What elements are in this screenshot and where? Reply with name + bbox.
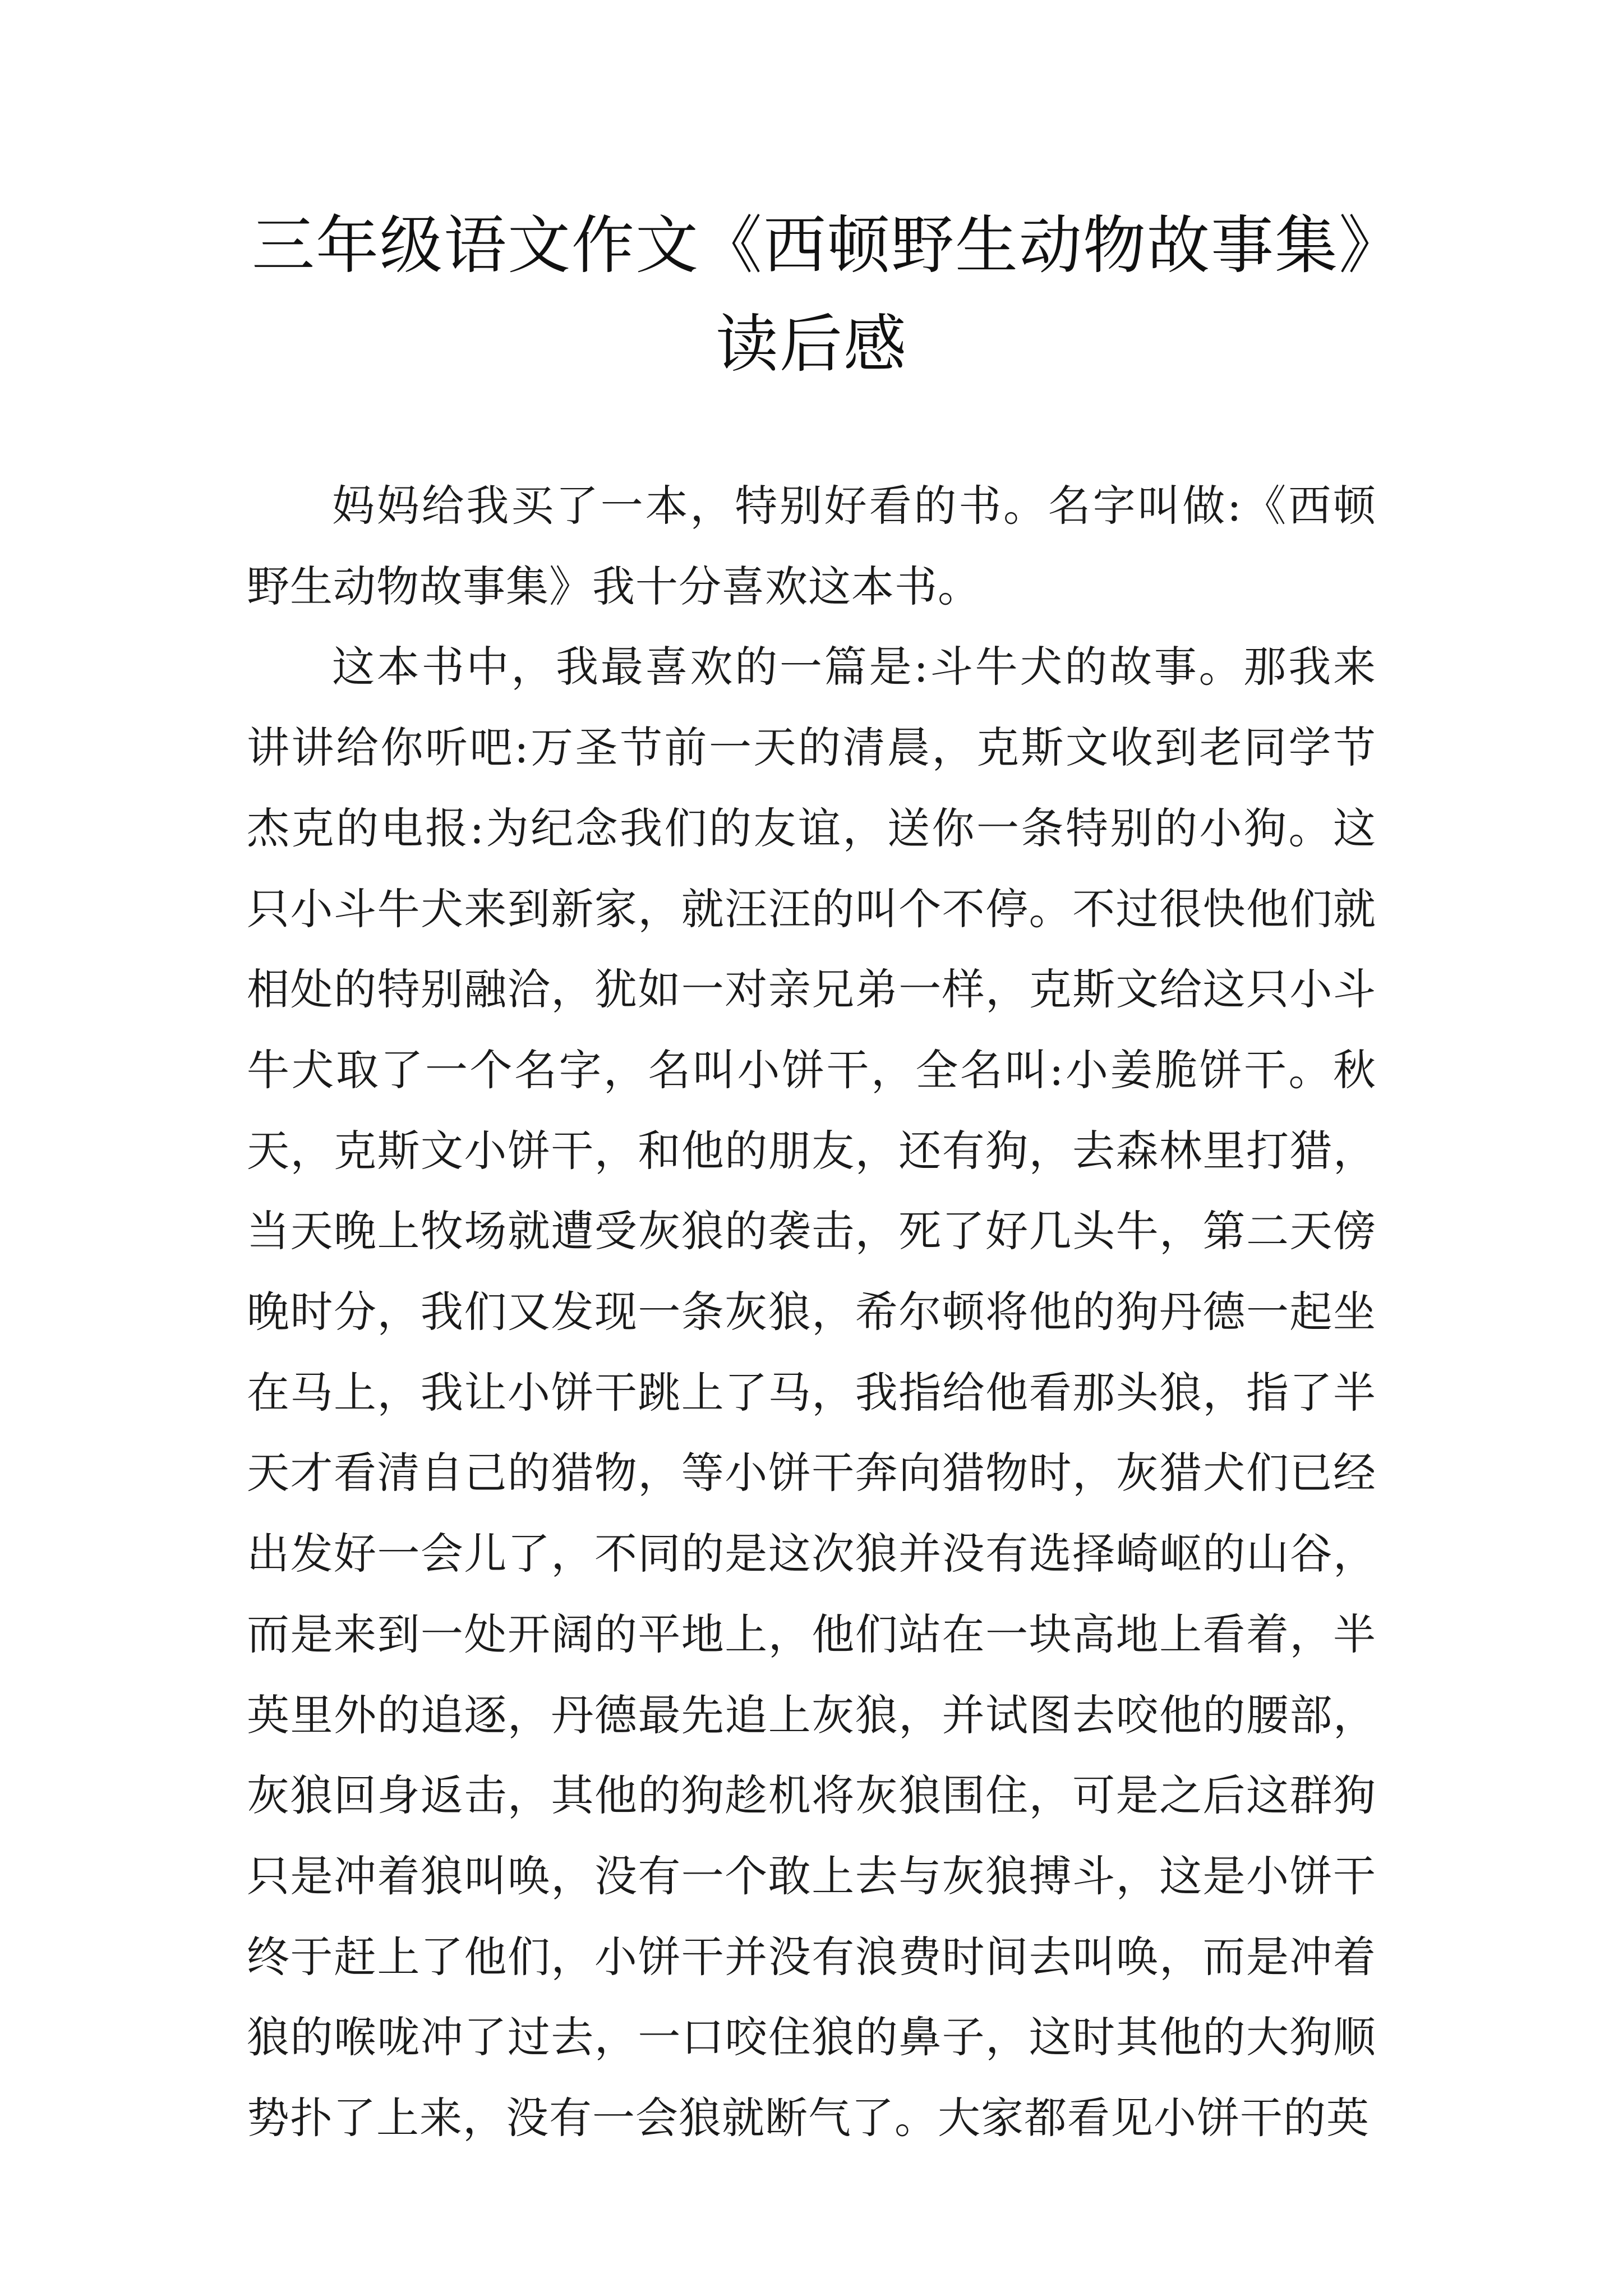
paragraph-2: 这本书中，我最喜欢的一篇是:斗牛犬的故事。那我来讲讲给你听吧:万圣节前一天的清晨，克斯文收到老同学节杰克的电报:为纪念我们的友谊，送你一条特别的小狗。这只小斗牛犬来到新家，就汪汪的叫个不停。不过很快他们就相处的特别融洽，犹如一对亲兄弟一样，克斯文给这只小斗牛犬取了一个名字，名叫小饼干，全名叫:小姜脆饼干。秋天，克斯文小饼干，和他的朋友，还有狗，去森林里打猎，当天晚上牧场就遭受灰狼的袭击，死了好几头牛，第二天傍晚时分，我们又发现一条灰狼，希尔顿将他的狗丹德一起坐在马上，我让小饼干跳上了马，我指给他看那头狼，指了半天才看清自己的猎物，等小饼干奔向猎物时，灰猎犬们已经出发好一会儿了，不同的是这次狼并没有选择崎岖的山谷，而是来到一处开阔的平地上，他们站在一块高地上看着，半英里外的追逐，丹德最先追上灰狼，并试图去咬他的腰部，灰狼回身返击，其他的狗趁机将灰狼围住，可是之后这群狗只是冲着狼叫唤，没有一个敢上去与灰狼搏斗，这是小饼干终于赶上了他们，小饼干并没有浪费时间去叫唤，而是冲着狼的喉咙冲了过去，一口咬住狼的鼻子，这时其他的大狗顺势扑了上来，没有一会狼就断气了。大家都看见小饼干的英 <box>247 642 1376 2143</box>
paragraph-1: 妈妈给我买了一本，特别好看的书。名字叫做:《西顿野生动物故事集》我十分喜欢这本书。 <box>247 481 1376 611</box>
document-title: 三年级语文作文《西顿野生动物故事集》读后感 <box>252 209 1371 381</box>
document-body <box>247 466 1376 2159</box>
